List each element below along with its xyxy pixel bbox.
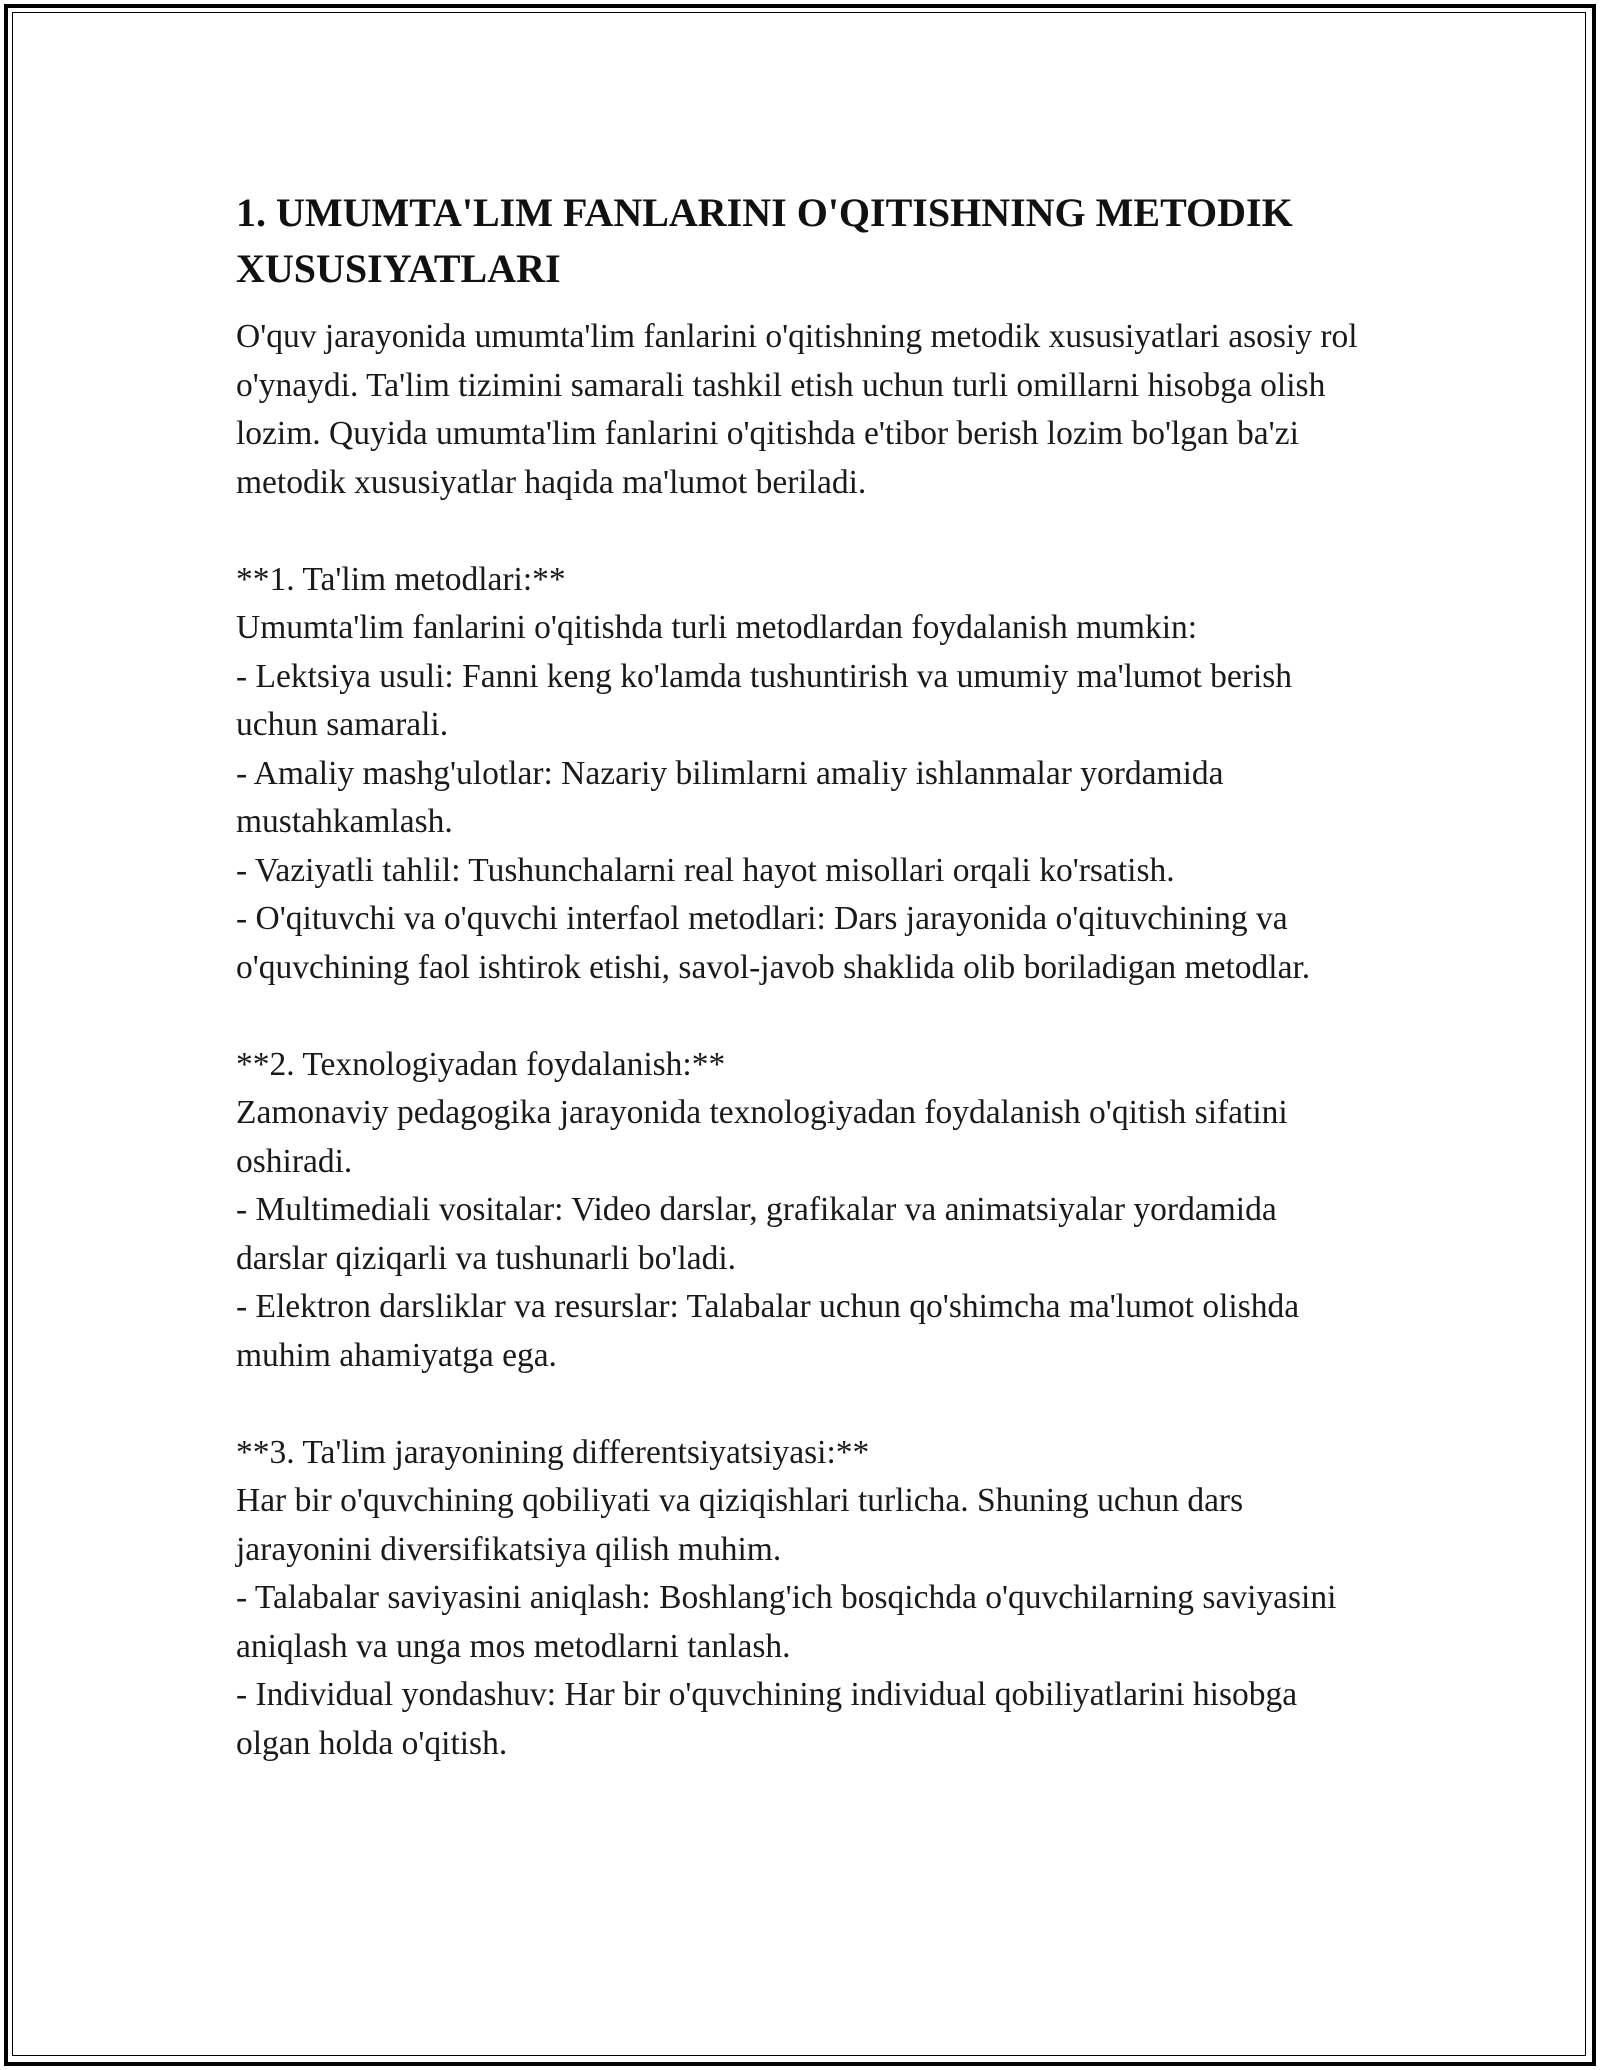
document-title: 1. UMUMTA'LIM FANLARINI O'QITISHNING METODIK XUSUSIYATLARI [236,190,1293,291]
section-lead: Zamonaviy pedagogika jarayonida texnologiyadan foydalanish o'qitish sifatini oshiradi. [236,1094,1288,1180]
list-item: - Vaziyatli tahlil: Tushunchalarni real hayot misollari orqali ko'rsatish. [236,851,1175,889]
list-item: - Amaliy mashg'ulotlar: Nazariy bilimlarni amaliy ishlanmalar yordamida mustahkamlash. [236,754,1224,840]
section-heading: **1. Ta'lim metodlari:** [236,560,566,598]
section-heading: **2. Texnologiyadan foydalanish:** [236,1045,726,1083]
list-item: - Elektron darsliklar va resurslar: Talabalar uchun qo'shimcha ma'lumot olishda muhim ahamiyatga ega. [236,1288,1300,1374]
list-item: - Talabalar saviyasini aniqlash: Boshlang'ich bosqichda o'quvchilarning saviyasini aniqlash va unga mos metodlarni tanlash. [236,1579,1337,1665]
section-gap [236,992,1376,1041]
section-gap [236,1380,1376,1429]
section-technology-use [236,1041,1376,1381]
section-differentiation [236,1429,1376,1769]
section-gap [236,507,1376,556]
section-teaching-methods [236,556,1376,993]
list-item: - Multimediali vositalar: Video darslar, grafikalar va animatsiyalar yordamida darslar qiziqarli va tushunarli bo'ladi. [236,1191,1277,1277]
section-lead: Har bir o'quvchining qobiliyati va qiziqishlari turlicha. Shuning uchun dars jarayonini diversifikatsiya qilish muhim. [236,1482,1244,1568]
section-heading: **3. Ta'lim jarayonining differentsiyatsiyasi:** [236,1433,870,1471]
list-item: - O'qituvchi va o'quvchi interfaol metodlari: Dars jarayonida o'qituvchining va o'quvchining faol ishtirok etishi, savol-javob shaklida olib boriladigan metodlar. [236,900,1311,986]
intro-paragraph: O'quv jarayonida umumta'lim fanlarini o'qitishning metodik xususiyatlari asosiy rol o'ynaydi. Ta'lim tizimini samarali tashkil etish uchun turli omillarni hisobga olish lozim. Quyida umumta'lim fanlarini o'qitishda e'tibor berish lozim bo'lgan ba'zi metodik xususiyatlar haqida ma'lumot beriladi. [236,318,1358,501]
list-item: - Lektsiya usuli: Fanni keng ko'lamda tushuntirish va umumiy ma'lumot berish uchun samarali. [236,657,1293,743]
list-item: - Individual yondashuv: Har bir o'quvchining individual qobiliyatlarini hisobga olgan holda o'qitish. [236,1676,1298,1762]
section-lead: Umumta'lim fanlarini o'qitishda turli metodlardan foydalanish mumkin: [236,609,1198,646]
document-body [236,185,1376,1768]
